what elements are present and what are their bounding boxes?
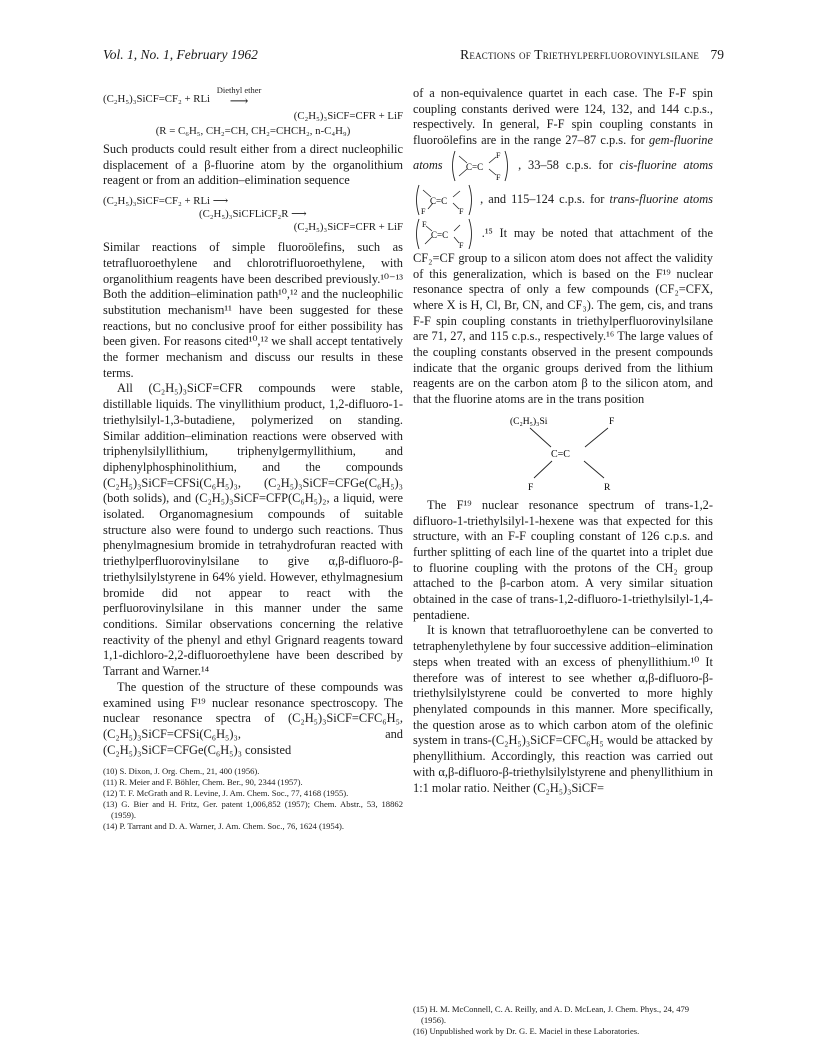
footnote-11: (11) R. Meier and F. Böhler, Chem. Ber., 90, 2344 (1957). xyxy=(103,777,303,788)
left-paragraph-3: All (C₂H₅)₃SiCF=CFR compounds were stable, distillable liquids. The vinyllithium product, 1,2-difluoro-1-triethylsilyl-1,3-butadiene, polymerized on standing. Similar addition–elimination reactions were observed with triphenylsilyllithium, triphenylgermyllithium, and diphenylphosphinolithium, and the compounds (C₂H₅)₃SiCF=CFSi(C₆H₅)₃, (C₂H₅)₃SiCF=CFGe(C₆H₅)₃ (both solids), and (C₂H₅)₃SiCF=CFP(C₆H₅)₂, a liquid, were isolated. Organomagnesium compounds of suitable structure also were found to undergo such reactions. Thus phenylmagnesium bromide in tetrahydrofuran reacted with triethylperfluorovinylsilane to give α,β-difluoro-β-triethylsilylstyrene in 64% yield. However, ethylmagnesium bromide did not appear to react with the perfluorovinylsilane in this manner under the same conditions. Similar observations concerning the relative reactivity of the phenyl and ethyl Grignard reagents toward 1,1-dichloro-2,2-difluoroethylene have been described by Tarrant and Warner.¹⁴ xyxy=(103,381,403,679)
eq2-step-1: (C₂H₅)₃SiCF=CF₂ + RLi ⟶ xyxy=(103,195,229,208)
footnote-14: (14) P. Tarrant and D. A. Warner, J. Am. Chem. Soc., 76, 1624 (1954). xyxy=(103,821,345,832)
svg-text:F: F xyxy=(422,219,427,229)
left-column xyxy=(103,86,403,832)
left-paragraph-2: Similar reactions of simple fluoroölefins, such as tetrafluoroethylene and chlorotrifluoroethylene, with organolithium reagents have been described previously.¹⁰⁻¹³ Both the addition–elimination path¹⁰,¹² and the nucleophilic substitution mechanism¹¹ have been suggested for these reactions, but no conclusive proof for either possibility has been given. For reasons cited¹⁰,¹² we shall accept tentatively the former mechanism and discuss our results in these terms. xyxy=(103,240,403,380)
footnote-12: (12) T. F. McGrath and R. Levine, J. Am. Chem. Soc., 77, 4168 (1955). xyxy=(103,788,349,799)
equation-2 xyxy=(103,195,403,234)
svg-text:F: F xyxy=(496,172,501,182)
svg-text:F: F xyxy=(459,240,464,250)
article-title: Reactions of Triethylperfluorovinylsilane xyxy=(460,47,700,62)
eq1-arrow: Diethyl ether ⟶ xyxy=(212,86,266,106)
left-footnotes xyxy=(103,766,403,832)
right-p1-part-d: .¹⁵ It may be noted that attachment of the CF₂=CF group to a silicon atom does not affect the validity of this generalization, which is based on the F¹⁹ nuclear resonance spectra of only a few compounds (CF₂=CFX, where X is H, Cl, Br, CN, and CF₃). The gem, cis, and trans F-F spin coupling constants in triethylperfluorovinylsilane are 71, 27, and 115 c.p.s., respectively.¹⁶ The large values of the coupling constants observed in the present compounds indicate that the organic groups derived from the lithium reagents are on the carbon atom β to the silicon atom, and that the fluorine atoms are in the trans position xyxy=(413,225,713,407)
struct-double-bond: C=C xyxy=(551,448,570,460)
right-paragraph-2: The F¹⁹ nuclear resonance spectrum of trans-1,2-difluoro-1-triethylsilyl-1-hexene was that expected for this structure, with an F-F coupling constant of 126 c.p.s. and further splitting of each line of the quartet into a triplet due to fluorine coupling with the protons of the CH₂ group attached to the β-carbon atom. A very similar situation obtained in the case of trans-1,2-difluoro-1-triethylsilyl-1,4-pentadiene. xyxy=(413,497,713,622)
right-column xyxy=(413,86,713,796)
footnote-13: (13) G. Bier and H. Fritz, Ger. patent 1,006,852 (1957); Chem. Abstr., 53, 18862 (1959). xyxy=(103,799,403,821)
struct-r-label: R xyxy=(604,482,611,493)
footnote-10: (10) S. Dixon, J. Org. Chem., 21, 400 (1956). xyxy=(103,766,260,777)
right-footnotes xyxy=(413,1004,713,1037)
left-paragraph-4: The question of the structure of these compounds was examined using F¹⁹ nuclear resonance spectroscopy. The nuclear resonance spectra of (C₂H₅)₃SiCF=CFC₆H₅, (C₂H₅)₃SiCF=CFSi(C₆H₅)₃, and (C₂H₅)₃SiCF=CFGe(C₆H₅)₃ consisted xyxy=(103,679,403,757)
page-number: 79 xyxy=(710,47,724,62)
svg-text:C=C: C=C xyxy=(430,195,448,206)
left-paragraph-1: Such products could result either from a direct nucleophilic displacement of a β-fluorine atom by the organolithium reagent or from an addition–elimination sequence xyxy=(103,142,403,188)
struct-bottom-f-label: F xyxy=(528,482,534,493)
struct-silyl-label: (C₂H₅)₃Si xyxy=(510,416,548,427)
cis-label: cis-fluorine atoms xyxy=(619,157,714,172)
svg-text:F: F xyxy=(421,206,426,216)
right-paragraph-3: It is known that tetrafluoroethylene can be converted to tetraphenylethylene by four successive addition–elimination steps when treated with an excess of phenyllithium.¹⁰ It therefore was of interest to see whether α,β-difluoro-β-triethylsilylstyrene could be converted to more highly phenylated compounds in this manner. More specifically, the question arose as to which carbon atom of the olefinic system in trans-(C₂H₅)₃SiCF=CFC₆H₅ would be attacked by phenyllithium. Accordingly, this reaction was carried out with α,β-difluoro-β-triethylsilylstyrene and phenyllithium in 1:1 molar ratio. Neither (C₂H₅)₃SiCF= xyxy=(413,623,713,795)
running-title xyxy=(460,47,724,63)
footnote-15: (15) H. M. McConnell, C. A. Reilly, and A. D. McLean, J. Chem. Phys., 24, 479 (1956). xyxy=(413,1004,690,1025)
right-p1-part-a: of a non-equivalence quartet in each case. The F-F spin coupling constants derived were 124, 132, and 144 c.p.s., respectively. In general, F-F spin coupling constants in fluoroölefins are in the range 27–87 c.p.s. for xyxy=(413,86,713,148)
gem-label: gem-fluorine atoms xyxy=(413,133,713,172)
journal-header: Vol. 1, No. 1, February 1962 xyxy=(103,47,258,62)
trans-fluorine-structure-icon xyxy=(413,217,475,251)
svg-text:C=C: C=C xyxy=(431,229,449,240)
footnote-16: (16) Unpublished work by Dr. G. E. Maciel in these Laboratories. xyxy=(413,1026,640,1036)
eq2-step-3: (C₂H₅)₃SiCF=CFR + LiF xyxy=(293,221,403,234)
eq2-step-2: (C₂H₅)₃SiCFLiCF₂R ⟶ xyxy=(199,208,307,221)
right-paragraph-1 xyxy=(413,86,713,408)
trans-label: trans-fluorine atoms xyxy=(609,191,713,206)
eq1-reactants: (C₂H₅)₃SiCF=CF₂ + RLi xyxy=(103,93,211,105)
right-p1-part-b: , 33–58 c.p.s. for xyxy=(518,157,613,172)
eq1-products: (C₂H₅)₃SiCF=CFR + LiF xyxy=(293,110,403,122)
right-p1-part-c: , and 115–124 c.p.s. for xyxy=(480,191,605,206)
svg-text:F: F xyxy=(459,206,464,216)
svg-text:C=C: C=C xyxy=(466,161,484,172)
gem-fluorine-structure-icon xyxy=(449,149,511,183)
trans-structure-diagram xyxy=(488,414,638,494)
struct-top-f-label: F xyxy=(609,416,615,427)
svg-text:F: F xyxy=(496,150,501,160)
eq1-reagent: Diethyl ether xyxy=(216,85,262,95)
cis-fluorine-structure-icon xyxy=(413,183,475,217)
equation-1 xyxy=(103,86,403,138)
eq1-r-groups: (R = C₆H₅, CH₂=CH, CH₂=CHCH₂, n-C₄H₉) xyxy=(155,125,351,137)
